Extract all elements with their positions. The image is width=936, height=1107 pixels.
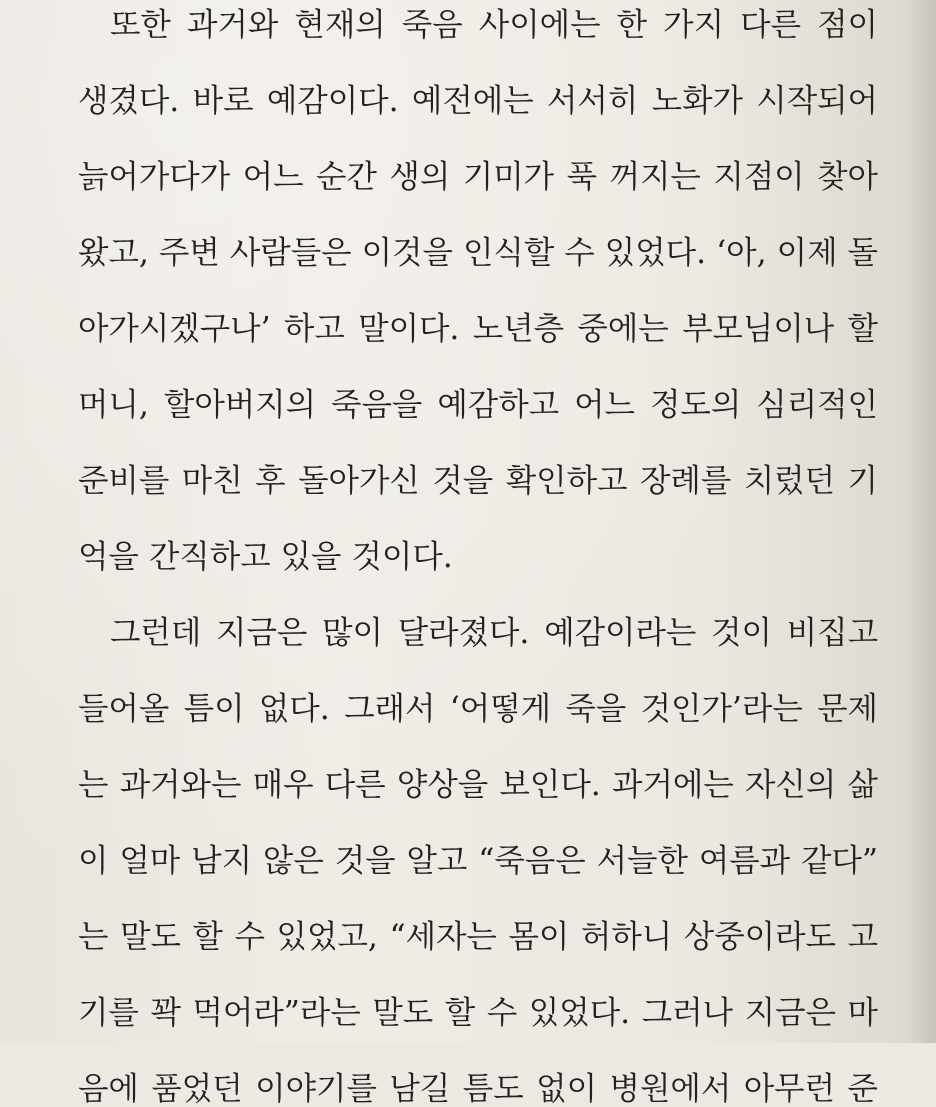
text-line: 는 말도 할 수 있었고, “세자는 몸이 허하니 상중이라도 고 xyxy=(78,919,878,955)
text-line: 이 얼마 남지 않은 것을 알고 “죽음은 서늘한 여름과 같다” xyxy=(78,843,878,879)
text-line: 머니, 할아버지의 죽음을 예감하고 어느 정도의 심리적인 xyxy=(78,387,878,423)
text-line: 는 과거와는 매우 다른 양상을 보인다. 과거에는 자신의 삶 xyxy=(78,767,878,803)
text-line: 억을 간직하고 있을 것이다. xyxy=(78,539,453,575)
text-line: 생겼다. 바로 예감이다. 예전에는 서서히 노화가 시작되어 xyxy=(78,83,878,119)
text-line: 들어올 틈이 없다. 그래서 ‘어떻게 죽을 것인가’라는 문제 xyxy=(78,691,878,727)
text-line: 늙어가다가 어느 순간 생의 기미가 푹 꺼지는 지점이 찾아 xyxy=(78,159,878,195)
text-line: 준비를 마친 후 돌아가신 것을 확인하고 장례를 치렀던 기 xyxy=(78,463,878,499)
text-line: 아가시겠구나’ 하고 말이다. 노년층 중에는 부모님이나 할 xyxy=(78,311,878,347)
text-line: 왔고, 주변 사람들은 이것을 인식할 수 있었다. ‘아, 이제 돌 xyxy=(78,235,878,271)
text-line: 음에 품었던 이야기를 남길 틈도 없이 병원에서 아무런 준 xyxy=(78,1071,878,1107)
text-line: 그런데 지금은 많이 달라졌다. 예감이라는 것이 비집고 xyxy=(110,615,878,651)
text-line: 기를 꽉 먹어라”라는 말도 할 수 있었다. 그러나 지금은 마 xyxy=(78,995,878,1031)
text-line: 또한 과거와 현재의 죽음 사이에는 한 가지 다른 점이 xyxy=(110,7,878,43)
